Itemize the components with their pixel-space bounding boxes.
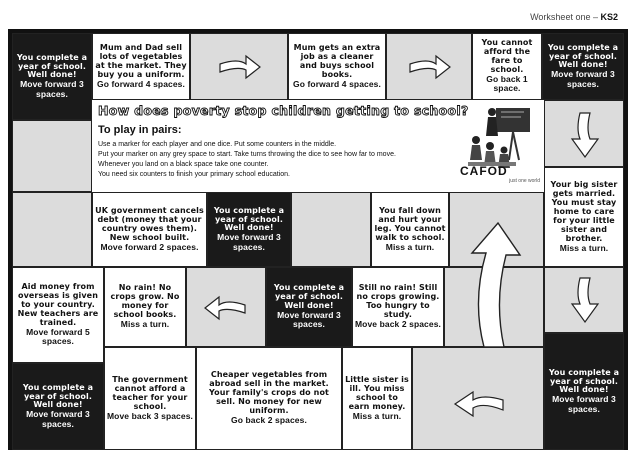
classroom-illustration (466, 102, 542, 172)
square-action: Move forward 2 spaces. (100, 241, 199, 252)
square-grey-start[interactable] (291, 192, 371, 267)
cafod-logo (460, 164, 540, 184)
square-action: Move forward 3 spaces. (551, 69, 615, 89)
square-text: Mum gets an extra job as a cleaner and buys school books. (293, 42, 381, 79)
square-text: The government cannot afford a teacher for your school. (112, 374, 188, 411)
instructions-heading: To play in pairs: (98, 124, 182, 136)
square-text: Cheaper vegetables from abroad sell in the market. Your family's crops do not sell. No money for new uniform. (209, 370, 329, 416)
square-text: You fall down and hurt your leg. You cannot walk to school. (374, 205, 446, 242)
square-complete-year[interactable] (207, 192, 291, 267)
square-action: Miss a turn. (352, 410, 402, 421)
worksheet-label: Worksheet one – (530, 12, 598, 22)
rule-item: You need six counters to finish your primary school education. (98, 171, 290, 179)
square-action: Go forward 4 spaces. (293, 78, 381, 89)
worksheet-header (530, 12, 618, 22)
rule-item: Use a marker for each player and one dice. Put some counters in the middle. (98, 141, 337, 148)
square-action: Move back 3 spaces. (107, 410, 194, 421)
arrow-right-icon (408, 52, 452, 82)
square-grey-start[interactable] (12, 120, 92, 192)
square-grey-start[interactable] (12, 192, 92, 267)
square-text: You complete a year of school. Well done! (547, 42, 619, 70)
square-action: Miss a turn. (559, 242, 609, 253)
arrow-right-icon (218, 52, 262, 82)
game-board (8, 29, 628, 450)
square-action: Miss a turn. (120, 319, 170, 330)
square-text: Your big sister gets married. You must stay home to care for your little sister and brother. (550, 179, 618, 243)
square-action: Move forward 3 spaces. (217, 232, 281, 252)
square-complete-year[interactable] (542, 33, 624, 100)
square-text: You complete a year of school. Well done! (273, 283, 345, 310)
square-text: Mum and Dad sell lots of vegetables at the market. They buy you a uniform. (95, 42, 187, 79)
arrow-down-icon (568, 276, 602, 324)
square-still-no-rain[interactable] (352, 267, 444, 347)
square-complete-year[interactable] (544, 333, 624, 450)
square-action: Move forward 5 spaces. (26, 326, 90, 347)
arrow-left-icon (453, 388, 505, 420)
square-text: You complete a year of school. Well done! (22, 382, 94, 410)
square-complete-year[interactable] (12, 363, 104, 450)
square-text: You complete a year of school. Well done! (548, 367, 620, 395)
square-action: Go back 2 spaces. (231, 415, 307, 426)
square-no-teacher[interactable] (104, 347, 196, 450)
square-text: You complete a year of school. Well done! (213, 205, 285, 233)
square-action: Move back 2 spaces. (355, 319, 442, 330)
square-grey-start[interactable] (190, 33, 288, 100)
logo-text: CAFOD (460, 164, 508, 178)
square-action: Move forward 3 spaces. (26, 409, 90, 429)
square-action: Move forward 3 spaces. (552, 394, 616, 414)
logo-tagline: just one world (509, 178, 540, 184)
square-complete-year[interactable] (12, 33, 92, 120)
square-action: Go back 1 space. (486, 73, 528, 94)
square-text: No rain! No crops grow. No money for school books. (110, 283, 180, 320)
rules-list (98, 140, 396, 181)
square-text: You cannot afford the fare to school. (481, 38, 533, 74)
square-grey-start[interactable] (186, 267, 266, 347)
square-action: Move forward 3 spaces. (277, 309, 341, 330)
square-text: You complete a year of school. Well done! (16, 52, 88, 80)
arrow-down-icon (568, 111, 602, 159)
square-action: Go forward 4 spaces. (97, 78, 185, 89)
square-market-uniform[interactable] (92, 33, 190, 100)
square-cannot-afford-fare[interactable] (472, 33, 542, 100)
page-title: How does poverty stop children getting to school? (98, 103, 469, 118)
square-mum-extra-job[interactable] (288, 33, 386, 100)
square-text: Still no rain! Still no crops growing. Too hungry to study. (356, 283, 440, 320)
square-grey-start[interactable] (544, 100, 624, 167)
square-grey-start[interactable] (412, 347, 544, 450)
square-no-rain[interactable] (104, 267, 186, 347)
key-stage-label: KS2 (600, 12, 618, 22)
rule-item: Whenever you land on a black space take one counter. (98, 161, 269, 169)
square-complete-year[interactable] (266, 267, 352, 347)
square-grey-start[interactable] (544, 267, 624, 333)
arrow-left-icon (203, 293, 247, 323)
rule-item: Put your marker on any grey space to start. Take turns throwing the dice to see how far to move. (98, 151, 396, 159)
square-action: Move forward 3 spaces. (20, 79, 84, 99)
square-grey-start[interactable] (386, 33, 472, 100)
square-cheaper-vegetables[interactable] (196, 347, 342, 450)
square-debt-cancelled[interactable] (92, 192, 207, 267)
square-text: Aid money from overseas is given to your country. New teachers are trained. (17, 282, 99, 327)
square-hurt-leg[interactable] (371, 192, 449, 267)
square-action: Miss a turn. (385, 241, 435, 252)
square-aid-money[interactable] (12, 267, 104, 363)
square-sister-married[interactable] (544, 167, 624, 267)
arrow-up-curved-icon (464, 221, 526, 349)
square-text: UK government cancels debt (money that your country owes them). New school built. (95, 205, 204, 242)
square-sister-ill[interactable] (342, 347, 412, 450)
square-text: Little sister is ill. You miss school to earn money. (345, 374, 409, 411)
